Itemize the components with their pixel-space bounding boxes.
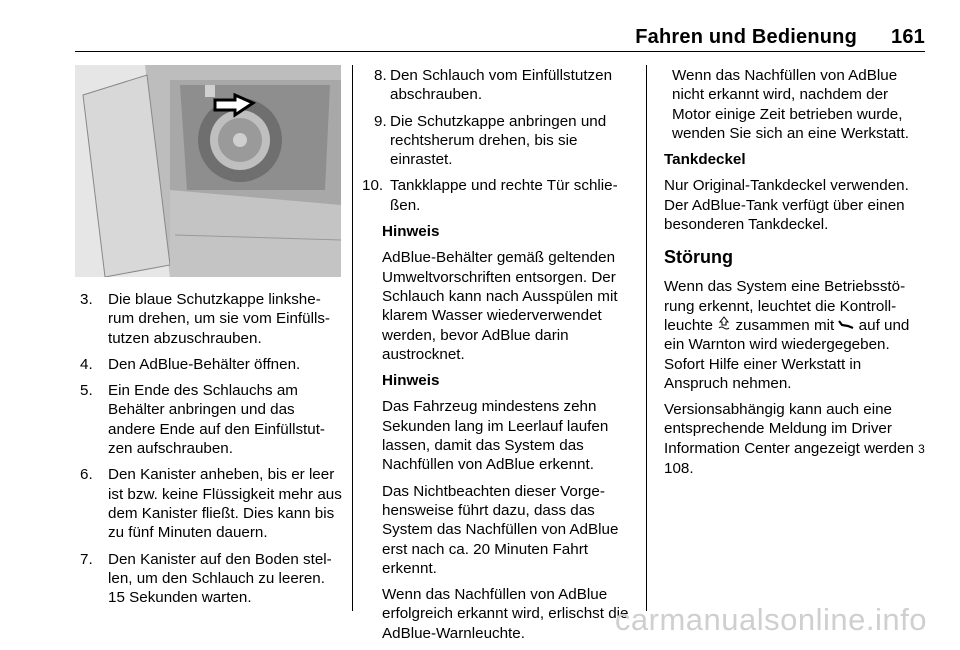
list-item [362,66,636,105]
list-item [80,381,342,458]
engine-malfunction-icon [838,316,854,335]
note-1 [362,222,636,643]
adblue-warning-icon [717,316,731,335]
paragraph-text: Versionsabhängig kann auch eine entsprechende Meldung im Driver Information Center angezeigt werden [664,401,914,457]
list-text: Tankklappe und rechte Tür schlie-ßen. [390,177,618,214]
list-number: 4. [80,355,93,373]
header-title: Fahren und Bedienung [635,26,858,48]
adblue-filler-neck-photo [75,65,341,277]
header-rule [75,51,925,52]
fault-text: Wenn das System eine Betriebsstö-rung erkennt, leuchtet die Kontroll-leuchte [664,278,906,334]
note-body: AdBlue-Behälter gemäß geltenden Umweltvorschriften entsorgen. Der Schlauch kann nach Ausspülen mit klarem Wasser wiederverwendet werden, bevor AdBlue darin austrocknet. [382,249,618,363]
list-item [80,550,342,608]
column-2 [362,66,636,650]
page-reference[interactable]: 108. [664,460,694,478]
list-item [80,355,342,374]
paragraph [664,400,928,478]
list-text: Den Kanister auf den Boden stel-len, um den Schlauch zu leeren. 15 Sekunden warten. [108,550,332,607]
filler-photo-icon [75,65,341,277]
list-text: Den Kanister anheben, bis er leer ist bzw. keine Flüssigkeit mehr aus dem Kanister fließt. Dies kann bis zu fünf Minuten dauern. [108,466,342,542]
list-number: 10. [362,177,384,195]
note-body: Das Fahrzeug mindestens zehn Sekunden lang im Leerlauf laufen lassen, damit das System das Nachfüllen von AdBlue erkennt. [382,398,609,474]
list-text: Die blaue Schutzkappe linkshe-rum drehen, um sie vom Einfülls-tutzen abzuschrauben. [108,291,330,347]
list-text: Ein Ende des Schlauchs am Behälter anbringen und das andere Ende auf den Einfüllstut-zen aufschrauben. [108,382,325,458]
fault-text: zusammen mit [735,316,835,334]
list-text: Die Schutzkappe anbringen und rechtsherum drehen, bis sie einrastet. [390,112,607,169]
column-divider-2 [646,65,647,611]
list-number: 7. [80,550,93,568]
paragraph: Wenn das Nachfüllen von AdBlue erfolgreich erkannt wird, erlischst die AdBlue-Warnleuchte. [382,586,629,642]
page-number: 161 [891,26,925,48]
section-heading-stoerung: Störung [664,247,733,268]
column-divider-1 [352,65,353,611]
list-text: Den AdBlue-Behälter öffnen. [108,355,301,373]
list-number: 3. [80,291,93,308]
note-heading: Hinweis [382,223,440,241]
list-item [80,290,342,348]
tankdeckel-heading: Tankdeckel [664,151,746,169]
list-item [80,465,342,542]
list-item [362,112,636,170]
watermark: carmanualsonline.info [614,602,927,637]
fault-paragraph [664,277,928,393]
list-text: Den Schlauch vom Einfüllstutzen abschrauben. [390,67,613,104]
paragraph: Nur Original-Tankdeckel verwenden. Der AdBlue-Tank verfügt über einen besonderen Tankdeckel. [664,177,909,234]
column-1 [80,290,342,614]
list-number: 6. [80,466,93,484]
list-number: 9. [374,112,387,130]
note-heading: Hinweis [382,372,440,390]
column-3 [664,66,928,485]
list-number: 5. [80,382,93,400]
fault-text: auf und ein Warnton wird wiedergegeben. Sofort Hilfe einer Werkstatt in Anspruch nehmen. [664,316,910,392]
page-header [75,26,925,49]
paragraph: Wenn das Nachfüllen von AdBlue nicht erkannt wird, nachdem der Motor einige Zeit betrieben wurde, wenden Sie sich an eine Werkstatt. [672,67,909,142]
page-reference-arrow-icon: 3 [918,441,925,456]
paragraph: Das Nichtbeachten dieser Vorge-hensweise führt dazu, dass das System das Nachfüllen von AdBlue erst nach ca. 20 Minuten Fahrt erkennt. [382,482,619,577]
list-item [362,176,636,215]
list-number: 8. [374,67,387,84]
